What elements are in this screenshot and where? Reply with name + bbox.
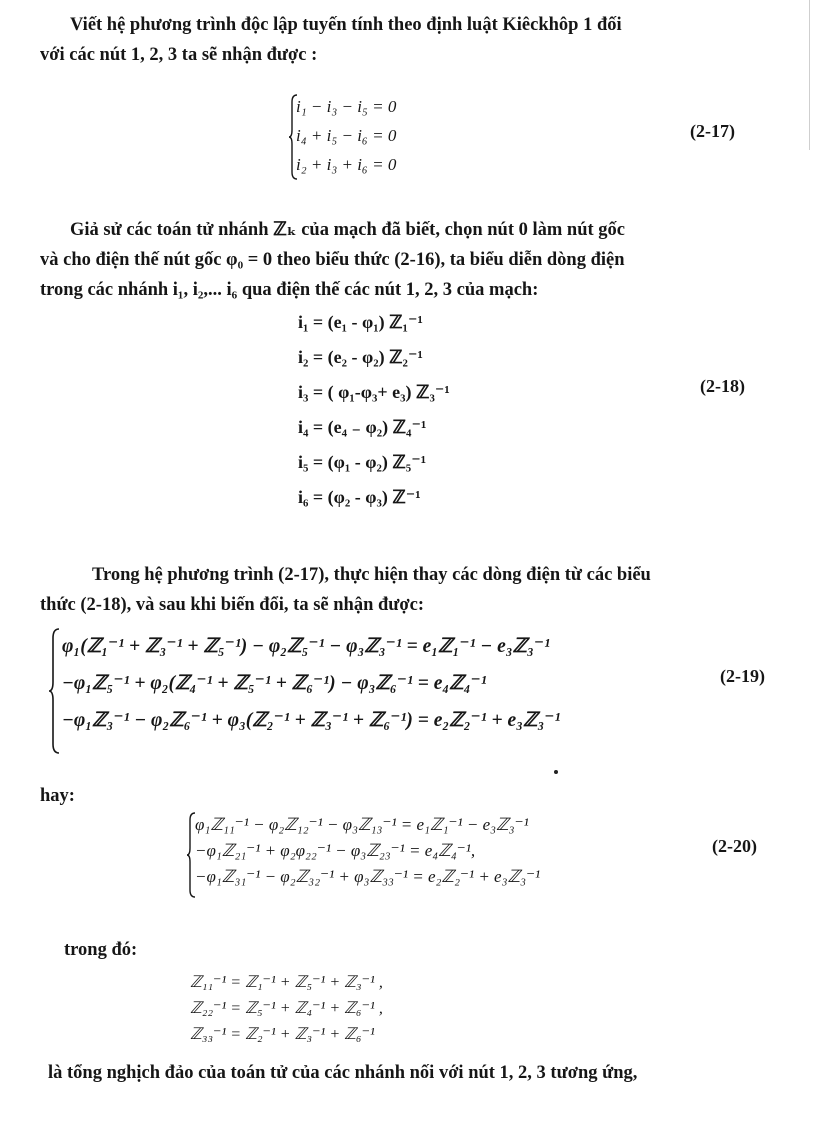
definition-line-3: ℤ₃₃⁻¹ = ℤ₂⁻¹ + ℤ₃⁻¹ + ℤ₆⁻¹ [190,1026,375,1043]
scan-speck [554,770,558,774]
scan-edge-line [809,0,810,150]
equation-2-17-line-3: i₂ + i₃ + i₆ = 0 [296,155,397,174]
brace-2-19 [48,628,60,754]
equation-2-17 [296,92,396,179]
equation-2-20-line-3: −φ₁ℤ₃₁⁻¹ − φ₂ℤ₃₂⁻¹ + φ₃ℤ₃₃⁻¹ = e₂ℤ₂⁻¹ + e₃ℤ₃⁻¹ [195,867,541,886]
equation-2-18-line-6: i₆ = (φ₂ - φ₃) ℤ⁻¹ [298,487,421,507]
paragraph-2-line-1: Giả sử các toán tử nhánh ℤₖ của mạch đã biết, chọn nút 0 làm nút gốc [70,220,625,240]
paragraph-1-line-2: với các nút 1, 2, 3 ta sẽ nhận được : [40,45,318,65]
paragraph-3-line-2: thức (2-18), và sau khi biến đổi, ta sẽ nhận được: [40,595,425,615]
equation-2-17-line-1: i₁ − i₃ − i₅ = 0 [296,97,397,116]
paragraph-3-line-1: Trong hệ phương trình (2-17), thực hiện thay các dòng điện từ các biểu [92,565,651,585]
paragraph-2-line-3: trong các nhánh i₁, i₂,... i₆ qua điện thế các nút 1, 2, 3 của mạch: [40,280,539,300]
label-hay: hay: [40,786,75,806]
equation-2-20-line-2: −φ₁ℤ₂₁⁻¹ + φ₂φ₂₂⁻¹ − φ₃ℤ₂₃⁻¹ = e₄ℤ₄⁻¹, [195,841,476,860]
equation-2-18-line-5: i₅ = (φ₁ - φ₂) ℤ₅⁻¹ [298,452,427,472]
paragraph-1-line-1: Viết hệ phương trình độc lập tuyến tính theo định luật Kiêckhôp 1 đối [70,15,622,35]
definitions-block [190,970,383,1048]
equation-2-19-line-1: φ₁(ℤ₁⁻¹ + ℤ₃⁻¹ + ℤ₅⁻¹) − φ₂ℤ₅⁻¹ − φ₃ℤ₃⁻¹ = e₁ℤ₁⁻¹ − e₃ℤ₃⁻¹ [62,636,550,657]
closing-line: là tổng nghịch đảo của toán tử của các nhánh nối với nút 1, 2, 3 tương ứng, [48,1063,638,1083]
equation-2-18-line-2: i₂ = (e₂ - φ₂) ℤ₂⁻¹ [298,347,423,367]
equation-2-18-line-1: i₁ = (e₁ - φ₁) ℤ₁⁻¹ [298,312,423,332]
equation-2-20 [195,812,540,890]
definition-line-2: ℤ₂₂⁻¹ = ℤ₅⁻¹ + ℤ₄⁻¹ + ℤ₆⁻¹ , [190,1000,383,1017]
definition-line-1: ℤ₁₁⁻¹ = ℤ₁⁻¹ + ℤ₅⁻¹ + ℤ₃⁻¹ , [190,974,383,991]
equation-number-2-19: (2-19) [720,666,765,686]
equation-2-19 [62,628,560,739]
equation-2-19-line-2: −φ₁ℤ₅⁻¹ + φ₂(ℤ₄⁻¹ + ℤ₅⁻¹ + ℤ₆⁻¹) − φ₃ℤ₆⁻¹ = e₄ℤ₄⁻¹ [62,673,487,694]
equation-number-2-17: (2-17) [690,121,735,141]
label-trong-do: trong đó: [64,940,138,960]
equation-number-2-20: (2-20) [712,836,757,856]
equation-2-20-line-1: φ₁ℤ₁₁⁻¹ − φ₂ℤ₁₂⁻¹ − φ₃ℤ₁₃⁻¹ = e₁ℤ₁⁻¹ − e₃ℤ₃⁻¹ [195,815,529,834]
equation-2-18-line-4: i₄ = (e₄ ₋ φ₂) ℤ₄⁻¹ [298,417,427,437]
equation-2-18-line-3: i₃ = ( φ₁-φ₃+ e₃) ℤ₃⁻¹ [298,382,450,402]
equation-2-19-line-3: −φ₁ℤ₃⁻¹ − φ₂ℤ₆⁻¹ + φ₃(ℤ₂⁻¹ + ℤ₃⁻¹ + ℤ₆⁻¹) = e₂ℤ₂⁻¹ + e₃ℤ₃⁻¹ [62,710,561,731]
equation-number-2-18: (2-18) [700,376,745,396]
equation-2-17-line-2: i₄ + i₅ − i₆ = 0 [296,126,397,145]
paragraph-2-line-2: và cho điện thế nút gốc φ₀ = 0 theo biểu thức (2-16), ta biểu diễn dòng điện [40,250,625,270]
